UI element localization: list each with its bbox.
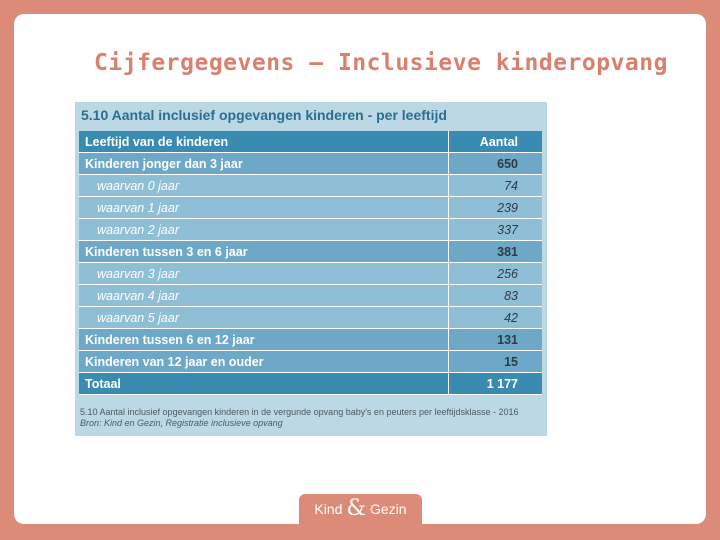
row-value: 15 — [504, 354, 518, 369]
caption-source: Bron: Kind en Gezin, Registratie inclusieve opvang — [80, 418, 283, 428]
row-label: Kinderen tussen 3 en 6 jaar — [79, 241, 449, 262]
column-header-count: Aantal — [479, 134, 518, 149]
row-label: Kinderen van 12 jaar en ouder — [79, 351, 449, 372]
row-value: 42 — [504, 310, 518, 325]
row-label: waarvan 1 jaar — [79, 197, 449, 218]
row-label: waarvan 2 jaar — [79, 219, 449, 240]
kind-en-gezin-logo — [299, 494, 422, 524]
table-row — [79, 241, 542, 263]
row-label: waarvan 3 jaar — [79, 263, 449, 284]
row-label: waarvan 4 jaar — [79, 285, 449, 306]
row-label: Kinderen jonger dan 3 jaar — [79, 153, 449, 174]
total-label: Totaal — [79, 373, 449, 394]
table-row — [79, 263, 542, 285]
table-row — [79, 153, 542, 175]
row-value: 74 — [504, 178, 518, 193]
row-value: 83 — [504, 288, 518, 303]
logo-word-kind: Kind — [314, 501, 343, 517]
column-header-age: Leeftijd van de kinderen — [79, 131, 449, 152]
row-value: 337 — [497, 222, 518, 237]
table-row — [79, 307, 542, 329]
total-value: 1 177 — [486, 376, 518, 391]
table-row — [79, 175, 542, 197]
table-row — [79, 329, 542, 351]
row-value: 256 — [497, 266, 518, 281]
caption-text: 5.10 Aantal inclusief opgevangen kinderen in de vergunde opvang baby's en peuters per leeftijdsklasse - 2016 — [80, 407, 519, 417]
row-value: 131 — [497, 332, 518, 347]
row-label: Kinderen tussen 6 en 12 jaar — [79, 329, 449, 350]
row-value: 239 — [497, 200, 518, 215]
table-total-row — [79, 373, 542, 395]
data-table — [79, 131, 542, 395]
figure-heading: 5.10 Aantal inclusief opgevangen kinderen - per leeftijd — [81, 107, 447, 123]
row-label: waarvan 0 jaar — [79, 175, 449, 196]
table-row — [79, 285, 542, 307]
table-header-row — [79, 131, 542, 153]
slide-title: Cijfergegevens – Inclusieve kinderopvang — [94, 50, 668, 76]
figure-panel — [75, 102, 547, 436]
table-row — [79, 351, 542, 373]
table-row — [79, 197, 542, 219]
logo-word-gezin: Gezin — [370, 501, 407, 517]
figure-caption — [80, 407, 519, 429]
row-value: 381 — [497, 244, 518, 259]
logo-ampersand: & — [346, 496, 367, 521]
row-value: 650 — [497, 156, 518, 171]
row-label: waarvan 5 jaar — [79, 307, 449, 328]
table-row — [79, 219, 542, 241]
